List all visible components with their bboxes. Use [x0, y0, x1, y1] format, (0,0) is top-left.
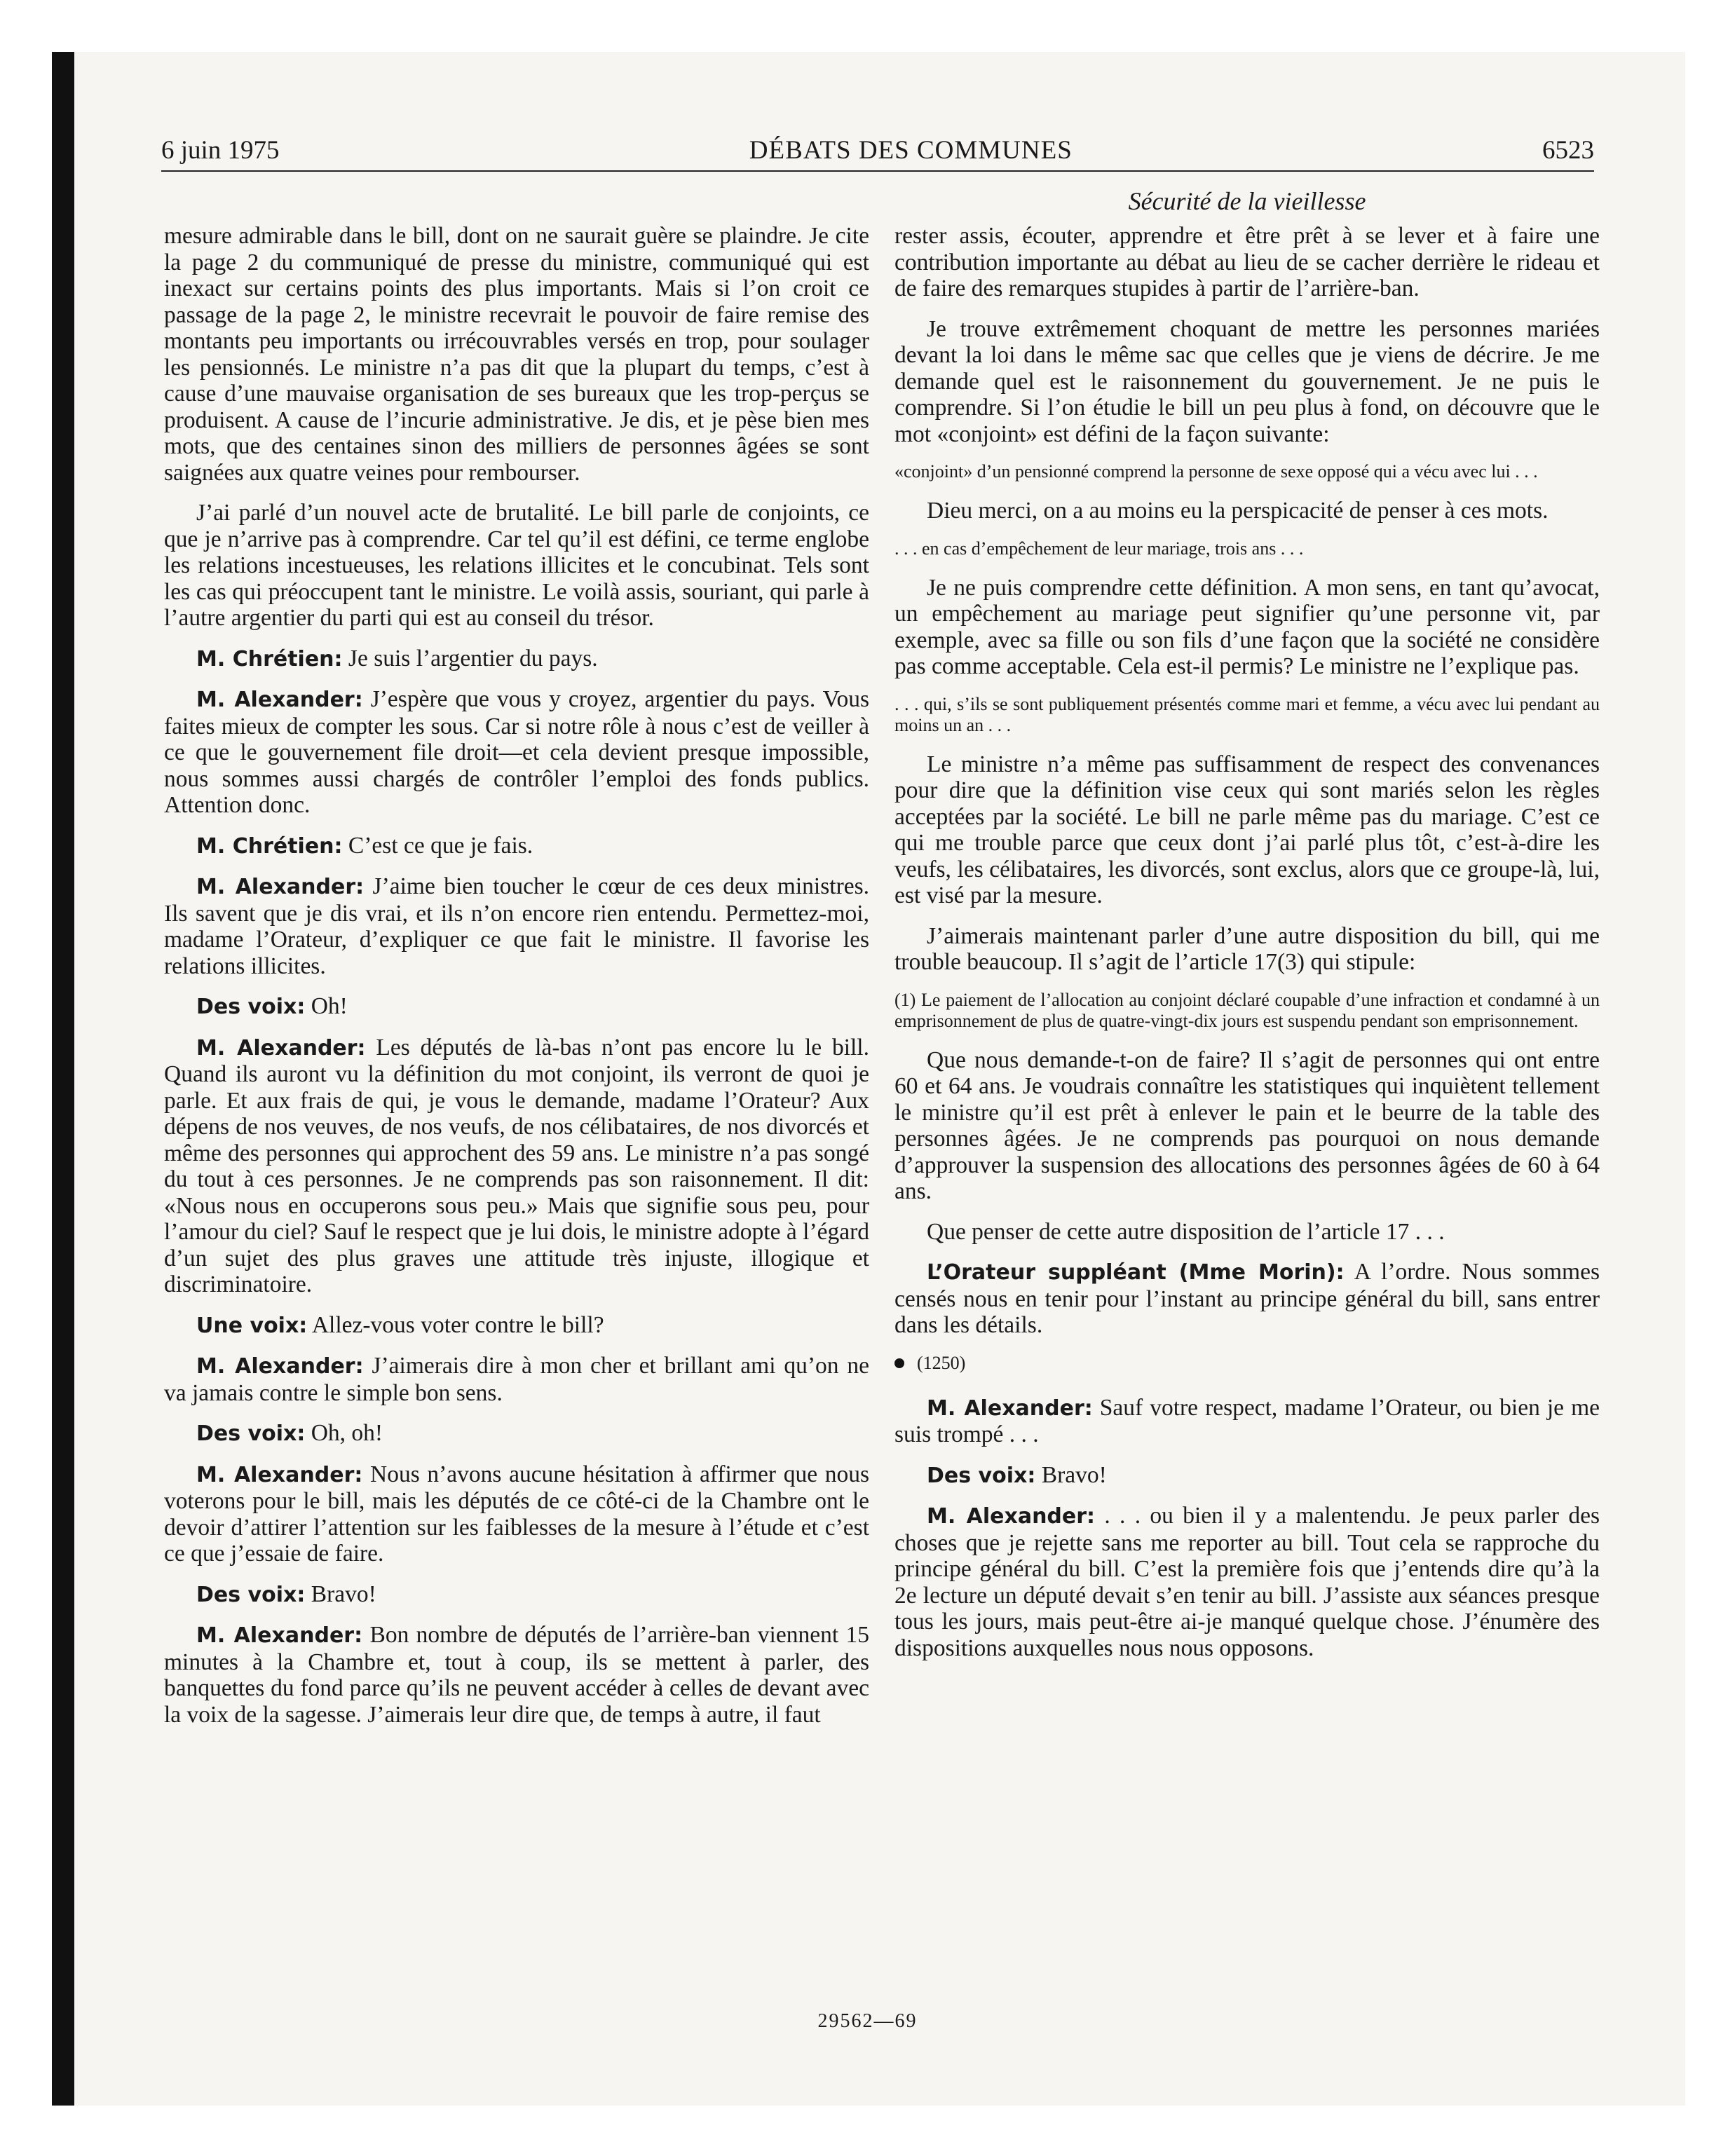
speaker-name: Des voix:	[196, 995, 306, 1019]
speech-paragraph	[164, 1581, 869, 1609]
speech-text: Bravo!	[1035, 1461, 1107, 1488]
time-marker	[894, 1353, 1600, 1374]
paragraph: Je ne puis comprendre cette définition. A mon sens, en tant qu’avocat, un empêchement au mariage peut signifier qu’une personne vit, par exemple, avec sa fille ou son fils d’une façon que la société ne considère pas comme acceptable. Cela est-il permis? Le ministre ne l’explique pas.	[894, 574, 1600, 679]
speaker-name: M. Alexander:	[196, 875, 365, 899]
speech-text: Bravo!	[305, 1581, 376, 1607]
paragraph: rester assis, écouter, apprendre et être prêt à se lever et à faire une contribution importante au débat au lieu de se cacher derrière le rideau et de faire des remarques stupides à partir de l’arrière-ban.	[894, 223, 1600, 301]
speaker-name: M. Alexander:	[927, 1504, 1096, 1529]
speech-text: Bon nombre de députés de l’arrière-ban viennent 15 minutes à la Chambre et, tout à coup, ils se mettent à parler, des banquettes du fond parce qu’ils ne peuvent accéder à celles de devant avec la voix de la sagesse. J’aimerais leur dire que, de temps à autre, il faut	[164, 1622, 870, 1728]
paragraph: Que nous demande-t-on de faire? Il s’agit de personnes qui ont entre 60 et 64 ans. Je voudrais connaître les statistiques qui inquiètent tellement le ministre qu’il est prêt à enlever le pain et le beurre de la table des personnes âgées. Je ne comprends pas pourquoi on nous demande d’approuver la suspension des allocations des personnes âgées de 60 à 64 ans.	[894, 1046, 1600, 1204]
speech-paragraph	[894, 1503, 1600, 1661]
bullet-icon	[894, 1358, 904, 1368]
left-column	[164, 223, 869, 1742]
paragraph: Dieu merci, on a au moins eu la perspicacité de penser à ces mots.	[927, 498, 1549, 524]
header-title: DÉBATS DES COMMUNES	[749, 136, 1073, 165]
speech-text: Je suis l’argentier du pays.	[342, 645, 598, 671]
speech-paragraph	[164, 646, 869, 673]
block-quote: . . . en cas d’empêchement de leur mariage, trois ans . . .	[894, 538, 1304, 559]
right-column	[894, 223, 1600, 1675]
speaker-name: M. Alexander:	[196, 1035, 366, 1060]
speech-text: A l’ordre. Nous sommes censés nous en tenir pour l’instant au principe général du bill, sans entrer dans les détails.	[894, 1259, 1600, 1338]
scan-edge-bar	[52, 52, 74, 2106]
speaker-name: Une voix:	[196, 1313, 308, 1338]
speaker-name: Des voix:	[927, 1463, 1036, 1488]
block-quote: . . . qui, s’ils se sont publiquement présentés comme mari et femme, a vécu avec lui pendant au moins un an . . .	[894, 693, 1600, 735]
speech-text: Les députés de là-bas n’ont pas encore lu le bill. Quand ils auront vu la définition du mot conjoint, ils verront de quoi je parle. Et aux frais de qui, je vous le demande, madame l’Orateur? Aux dépens de nos veuves, de nos veufs, de nos célibataires, de nos divorcés et même des personnes qui approchent des 59 ans. Le ministre n’a pas songé du tout à ces personnes. Je ne comprends pas son raisonnement. Il dit: «Nous nous en occuperons sous peu.» Mais que signifie sous peu, pour l’amour du ciel? Sauf le respect que je lui dois, le ministre adopte à l’égard d’un sujet des plus graves une attitude très injuste, illogique et discriminatoire.	[164, 1034, 869, 1297]
speech-text: J’aime bien toucher le cœur de ces deux ministres. Ils savent que je dis vrai, et ils n’on encore rien entendu. Permettez-moi, madame l’Orateur, d’expliquer ce que fait le ministre. Il favorise les relations illicites.	[164, 873, 870, 979]
header-page-number: 6523	[1542, 136, 1594, 165]
speech-paragraph	[164, 993, 869, 1021]
paragraph: mesure admirable dans le bill, dont on ne saurait guère se plaindre. Je cite la page 2 du communiqué de presse du ministre, communiqué qui est inexact sur certains points des plus importants. Mais si l’on croit ce passage de la page 2, le ministre recevrait le pouvoir de faire remise des montants peu importants ou irrécouvrables versés en trop, pour soulager les pensionnés. Le ministre n’a pas dit que la plupart du temps, c’est à cause d’une mauvaise organisation de ses bureaux que les trop-perçus se produisent. A cause de l’incurie administrative. Je dis, et je pèse bien mes mots, que des centaines sinon des milliers de personnes âgées se sont saignées aux quatre veines pour rembourser.	[164, 223, 869, 486]
paragraph: J’ai parlé d’un nouvel acte de brutalité. Le bill parle de conjoints, ce que je n’arrive pas à comprendre. Car tel qu’il est défini, ce terme englobe les relations incestueuses, les relations illicites et le concubinat. Tels sont les cas qui préoccupent tant le ministre. Le voilà assis, souriant, qui parle à l’autre argentier du parti qui est au conseil du trésor.	[164, 500, 869, 631]
speaker-name: M. Alexander:	[196, 1462, 363, 1487]
speech-text: Oh!	[305, 993, 348, 1019]
speech-text: Sauf votre respect, madame l’Orateur, ou bien je me suis trompé . . .	[894, 1394, 1600, 1447]
speaker-name: M. Chrétien:	[196, 646, 343, 671]
speech-text: J’aimerais dire à mon cher et brillant ami qu’on ne va jamais contre le simple bon sens.	[164, 1353, 870, 1406]
speech-text: Allez-vous voter contre le bill?	[307, 1311, 604, 1338]
speech-text: . . . ou bien il y a malentendu. Je peux parler des choses que je rejette sans me reporter au bill. Tout cela se rapproche du principe général du bill. C’est la première fois que j’entends dire qu’à la 2e lecture un député devait s’en tenir au bill. J’assiste aux séances presque tous les jours, mais peut-être ai-je manqué quelque chose. J’énumère des dispositions auxquelles nous nous opposons.	[894, 1503, 1600, 1661]
speech-paragraph	[164, 833, 869, 860]
speech-paragraph	[894, 1395, 1600, 1448]
speaker-name: M. Chrétien:	[196, 833, 343, 859]
speech-paragraph	[164, 1622, 869, 1728]
speaker-name: L’Orateur suppléant (Mme Morin):	[927, 1260, 1345, 1285]
speech-paragraph	[164, 1312, 869, 1339]
speech-paragraph	[164, 1353, 869, 1406]
paragraph: J’aimerais maintenant parler d’une autre disposition du bill, qui me trouble beaucoup. Il s’agit de l’article 17(3) qui stipule:	[894, 922, 1600, 975]
speaker-name: Des voix:	[196, 1421, 306, 1446]
speech-paragraph	[894, 1259, 1600, 1339]
block-quote: «conjoint» d’un pensionné comprend la personne de sexe opposé qui a vécu avec lui . . .	[894, 461, 1538, 482]
header-date: 6 juin 1975	[161, 136, 280, 165]
running-header	[161, 135, 1594, 165]
page-footer: 29562—69	[817, 2010, 918, 2032]
paragraph: Que penser de cette autre disposition de l’article 17 . . .	[927, 1218, 1445, 1245]
section-title: Sécurité de la vieillesse	[1128, 187, 1366, 215]
speech-paragraph	[164, 1035, 869, 1298]
block-quote: (1) Le paiement de l’allocation au conjoint déclaré coupable d’une infraction et condamné à un emprisonnement de plus de quatre-vingt-dix jours est suspendu pendant son emprisonnement.	[894, 989, 1600, 1031]
speaker-name: M. Alexander:	[196, 1623, 363, 1648]
header-rule	[161, 170, 1594, 172]
speaker-name: Des voix:	[196, 1582, 306, 1607]
speech-paragraph	[164, 873, 869, 979]
paragraph: Le ministre n’a même pas suffisamment de respect des convenances pour dire que la définition vise ceux qui sont mariés selon les règles acceptées par la société. Le bill ne parle même pas du mariage. C’est ce qui me trouble parce que ceux dont j’ai parlé plus tôt, c’est-à-dire les veufs, les célibataires, les divorcés, sont exclus, alors que ce groupe-là, lui, est visé par la mesure.	[894, 751, 1600, 908]
speech-text: Nous n’avons aucune hésitation à affirmer que nous voterons pour le bill, mais les députés de ce côté-ci de la Chambre ont le devoir d’attirer l’attention sur les faiblesses de la mesure à l’étude et c’est ce que j’essaie de faire.	[164, 1461, 870, 1567]
speech-text: J’espère que vous y croyez, argentier du pays. Vous faites mieux de compter les sous. Car si notre rôle à nous c’est de veiller à ce que le gouvernement file droit—et cela devient presque impossible, nous sommes aussi chargés de contrôler l’emploi des fonds publics. Attention donc.	[164, 686, 869, 818]
speech-paragraph	[164, 1461, 869, 1567]
speech-paragraph	[894, 1462, 1600, 1489]
speaker-name: M. Alexander:	[196, 688, 363, 712]
speech-text: Oh, oh!	[305, 1420, 383, 1446]
speaker-name: M. Alexander:	[196, 1354, 364, 1379]
paragraph: Je trouve extrêmement choquant de mettre les personnes mariées devant la loi dans le même sac que celles que je viens de décrire. Je me demande quel est le raisonnement du gouvernement. Je ne puis le comprendre. Si l’on étudie le bill un peu plus à fond, on découvre que le mot «conjoint» est défini de la façon suivante:	[894, 315, 1600, 447]
time-text: (1250)	[917, 1352, 966, 1373]
speaker-name: M. Alexander:	[927, 1396, 1093, 1421]
speech-paragraph	[164, 1420, 869, 1447]
speech-text: C’est ce que je fais.	[342, 832, 533, 859]
speech-paragraph	[164, 686, 869, 819]
